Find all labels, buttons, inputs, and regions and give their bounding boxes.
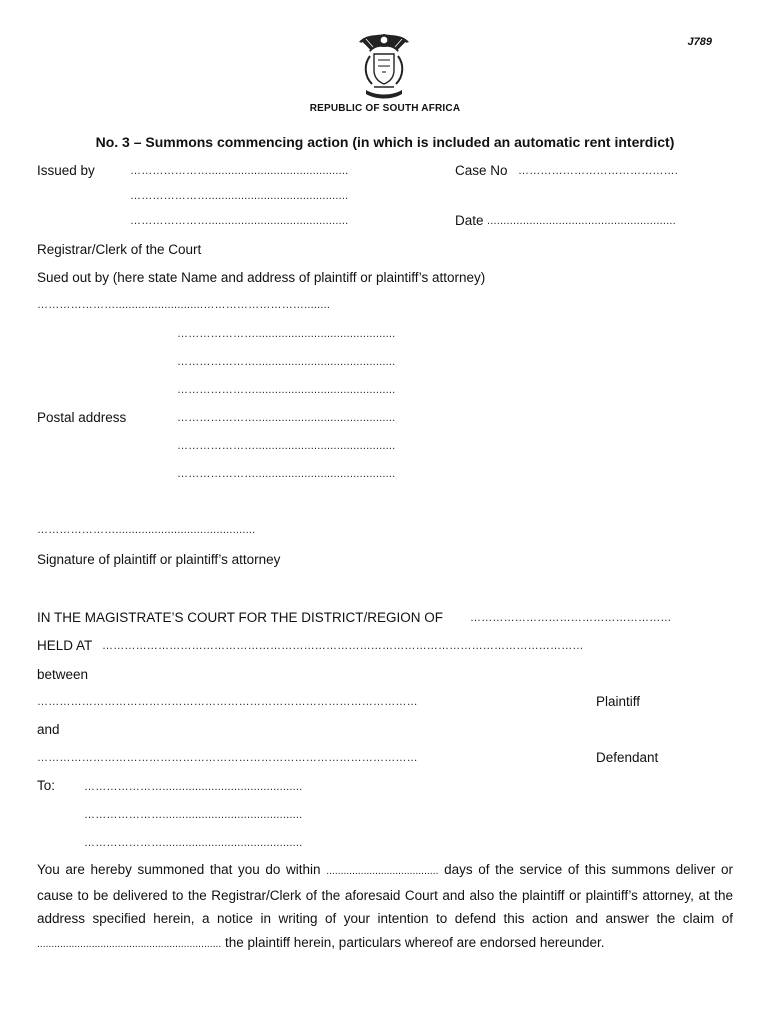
issued-by-line[interactable]: …………………........................................... — [130, 215, 349, 227]
days-line[interactable]: ....................................... — [326, 866, 439, 877]
summons-text: the plaintiff herein, particulars whereof are endorsed hereunder. — [224, 934, 605, 950]
summons-paragraph — [37, 858, 733, 956]
held-at-label: HELD AT — [37, 638, 93, 653]
postal-address-label: Postal address — [37, 410, 127, 425]
registrar-label: Registrar/Clerk of the Court — [37, 242, 202, 257]
issued-by-line[interactable]: …………………........................................... — [130, 165, 349, 177]
summons-text: You are hereby summoned that you do within — [37, 862, 321, 877]
address-line[interactable]: …………………........................................... — [177, 384, 396, 396]
postal-address-line[interactable]: …………………........................................... — [177, 412, 396, 424]
postal-address-line[interactable]: …………………........................................... — [177, 468, 396, 480]
coat-of-arms-icon — [356, 30, 412, 100]
between-label: between — [37, 667, 89, 682]
address-line[interactable]: …………………........................................... — [177, 356, 396, 368]
date-line[interactable]: .......................................................... — [487, 215, 676, 227]
to-line[interactable]: …………………........................................... — [84, 781, 303, 793]
claim-line[interactable]: ................................................................ — [37, 938, 222, 950]
address-line[interactable]: …………………........................................... — [177, 328, 396, 340]
issued-by-line[interactable]: …………………........................................... — [130, 190, 349, 202]
plaintiff-label: Plaintiff — [596, 694, 641, 709]
plaintiff-line[interactable]: ………………………………………………………………………………………… — [37, 696, 418, 708]
date-label: Date — [455, 213, 484, 228]
sued-out-line[interactable]: …………………...........................………………………........ — [37, 299, 331, 311]
signature-line[interactable]: …………………........................................... — [37, 524, 256, 536]
held-at-line[interactable]: ………………………………………………………………………………………………………………… — [102, 640, 584, 652]
issued-by-label: Issued by — [37, 163, 95, 178]
and-label: and — [37, 722, 60, 737]
form-code: J789 — [687, 36, 712, 48]
sued-out-label: Sued out by (here state Name and address of plaintiff or plaintiff’s attorney) — [37, 270, 486, 285]
summons-text: days of the service of this summons deliver or cause to be delivered to the Registrar/Clerk of the aforesaid Court and also the plaintiff or plaintiff’s attorney, at the address specified herein, a notice in writing of your intention to defend this action and answer the claim of — [37, 862, 733, 926]
to-line[interactable]: …………………........................................... — [84, 809, 303, 821]
country-name: REPUBLIC OF SOUTH AFRICA — [309, 103, 461, 114]
to-line[interactable]: …………………........................................... — [84, 837, 303, 849]
defendant-label: Defendant — [596, 750, 659, 765]
to-label: To: — [37, 778, 56, 793]
district-line[interactable]: ……………………………………………… — [470, 612, 672, 624]
postal-address-line[interactable]: …………………........................................... — [177, 440, 396, 452]
signature-label: Signature of plaintiff or plaintiff’s attorney — [37, 552, 281, 567]
defendant-line[interactable]: ………………………………………………………………………………………… — [37, 752, 418, 764]
form-title: No. 3 – Summons commencing action (in which is included an automatic rent interdict) — [95, 134, 675, 150]
case-no-line[interactable]: ……………………………………. — [518, 165, 679, 177]
district-label: IN THE MAGISTRATE’S COURT FOR THE DISTRICT/REGION OF — [37, 610, 444, 625]
case-no-label: Case No — [455, 163, 508, 178]
